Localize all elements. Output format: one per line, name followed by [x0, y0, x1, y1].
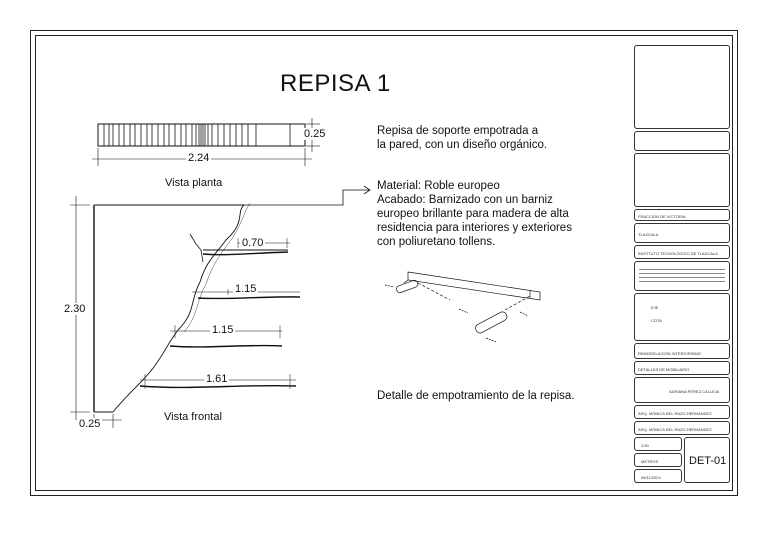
tb-sheet-code-cell: [684, 437, 730, 483]
tb-scale-cell: [634, 131, 730, 151]
tb-advisor2-cell: [634, 421, 730, 435]
tb-student-cell: [634, 377, 730, 403]
tb-project-cell: [634, 343, 730, 359]
tb-advisor-2: ARQ. MÓNICA DEL RAZO HERNANDEZ: [638, 427, 712, 432]
tb-location-cell: [634, 209, 730, 221]
tb-advisor1-cell: [634, 405, 730, 419]
tb-legend-cota: COTA: [651, 318, 662, 323]
description-line: la pared, con un diseño orgánico.: [377, 139, 548, 151]
tb-project: REMODELACIÓN INTERIORISMO: [638, 351, 701, 356]
tb-student: ADRIANA PÉREZ CALLEJA: [669, 389, 720, 394]
dim-shelf-1: 0.70: [242, 237, 264, 249]
tb-note-line: [639, 277, 725, 278]
plan-view-label: Vista planta: [165, 177, 223, 189]
tb-content: DETALLES DE MOBILIARIO: [638, 367, 690, 372]
tb-units: METROS: [641, 459, 659, 464]
tb-scale-value: 1:50: [641, 443, 649, 448]
drawing-title: REPISA 1: [280, 70, 391, 97]
dim-shelf-4: 1.61: [206, 373, 228, 385]
material-line: europeo brillante para madera de alta: [377, 208, 569, 220]
tb-legend-eje: EJE: [651, 305, 659, 310]
tb-legend-cell: [634, 293, 730, 341]
tb-map-cell: [634, 153, 730, 207]
tb-note-line: [639, 273, 725, 274]
material-line: con poliuretano tollens.: [377, 236, 496, 248]
material-line: Acabado: Barnizado con un barniz: [377, 194, 553, 206]
description-line: Repisa de soporte empotrada a: [377, 125, 539, 137]
tb-units-cell: [634, 453, 682, 467]
detail-caption: Detalle de empotramiento de la repisa.: [377, 390, 575, 402]
tb-school-cell: [634, 245, 730, 259]
front-view-label: Vista frontal: [164, 411, 222, 423]
leader-arrow: [244, 186, 370, 205]
tb-date: 06/11/2024: [641, 475, 661, 480]
tb-school: INSTITUTO TECNOLÓGICO DE TLAXCALA: [638, 251, 718, 256]
dim-shelf-2: 1.15: [235, 283, 257, 295]
tb-notes-cell: [634, 261, 730, 291]
tb-state: TLAXCALA: [638, 232, 659, 237]
material-line: residtencia para interiores y exteriores: [377, 222, 572, 234]
material-text: [377, 179, 572, 249]
tb-compass-cell: [634, 45, 730, 129]
anchor-detail: [385, 272, 540, 342]
description-text: [377, 124, 547, 152]
dim-plan-depth: 0.25: [304, 128, 326, 140]
dim-plan-width: 2.24: [188, 152, 210, 164]
tb-content-cell: [634, 361, 730, 375]
dim-shelf-3: 1.15: [212, 324, 234, 336]
tb-location: FRACCIÓN DE VICTORIA: [638, 214, 686, 219]
tb-note-line: [639, 281, 725, 282]
dim-height: 2.30: [64, 303, 86, 315]
tb-scale-value-cell: [634, 437, 682, 451]
dim-base: 0.25: [79, 418, 101, 430]
tb-state-cell: [634, 223, 730, 243]
tb-advisor-1: ARQ. MÓNICA DEL RAZO HERNANDEZ: [638, 411, 712, 416]
material-line: Material: Roble europeo: [377, 180, 500, 192]
tb-date-cell: [634, 469, 682, 483]
front-view: [70, 196, 300, 428]
tb-notes-lines: [635, 262, 729, 282]
tb-note-line: [639, 269, 725, 270]
tb-sheet-code: DET-01: [689, 455, 727, 467]
